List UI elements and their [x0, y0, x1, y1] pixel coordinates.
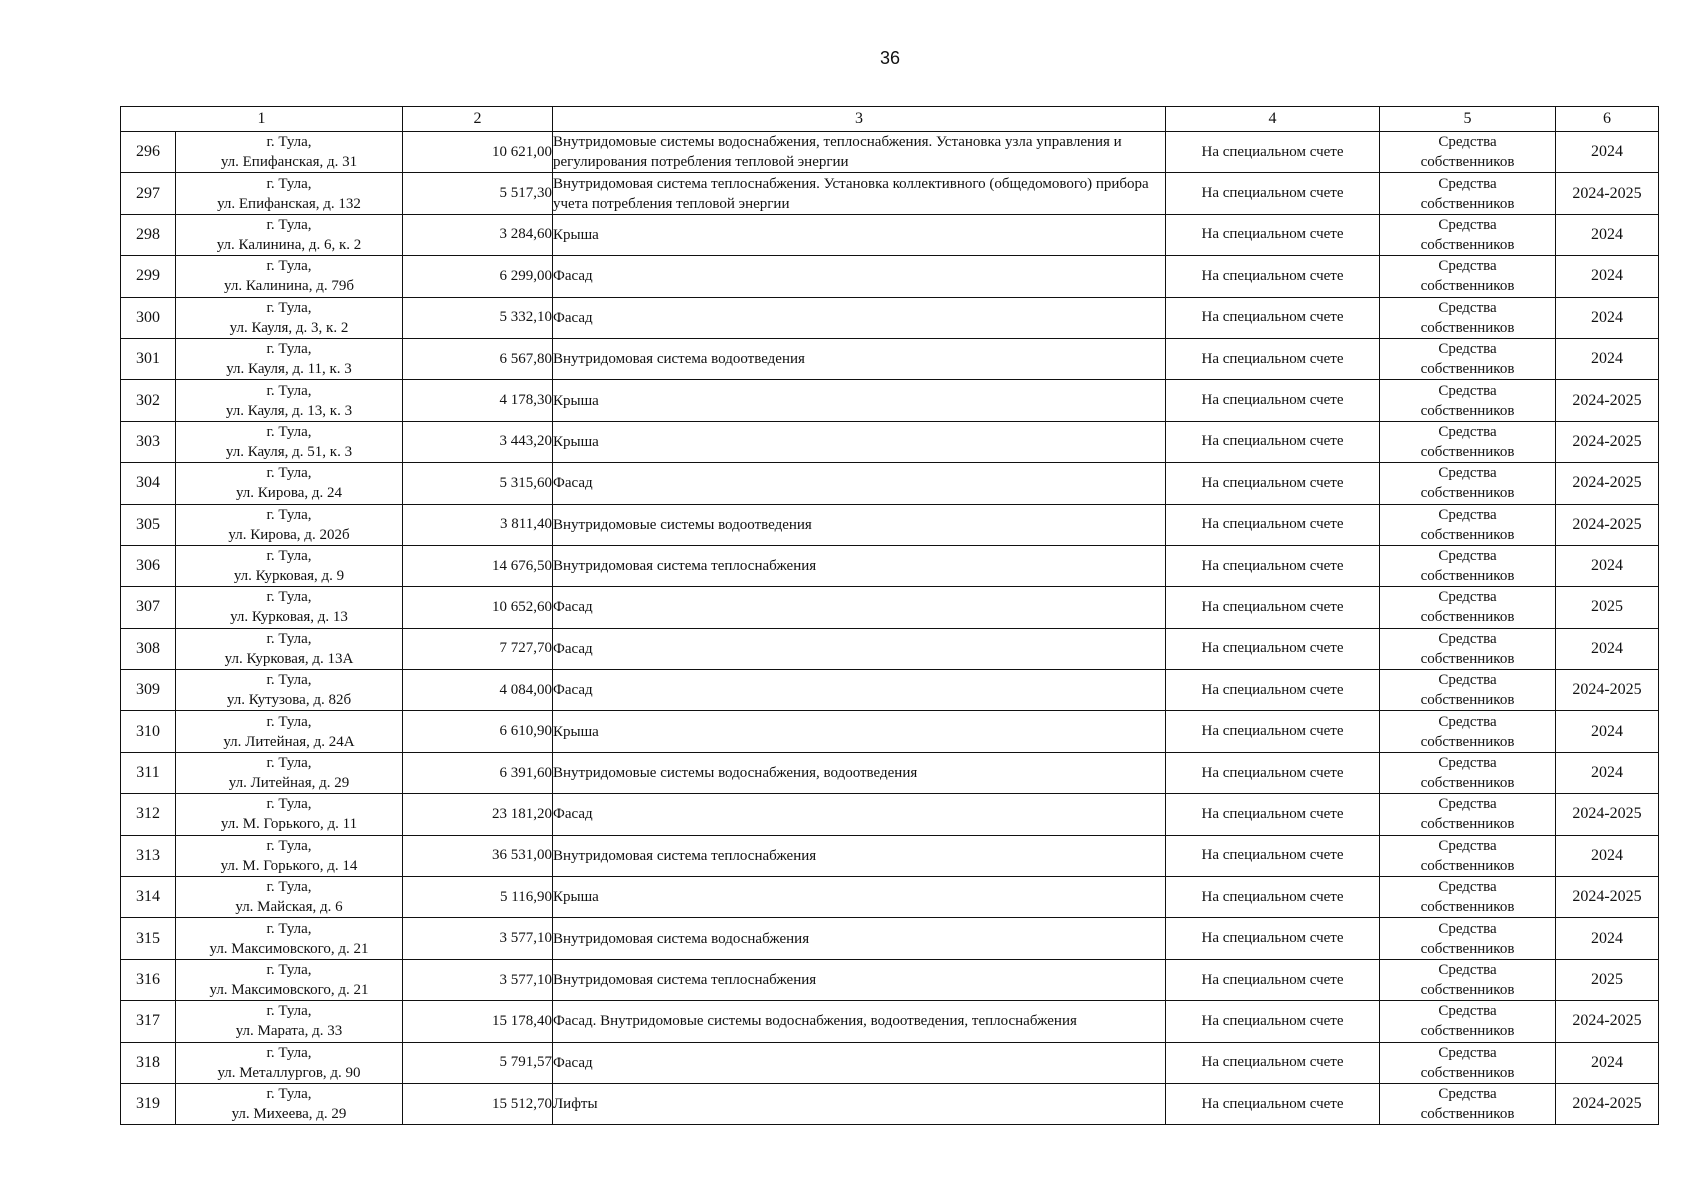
address-cell	[176, 504, 403, 545]
address-city: г. Тула,	[266, 1086, 312, 1103]
address-city: г. Тула,	[266, 465, 312, 482]
table-body	[121, 132, 1659, 1125]
work-type-cell: Фасад	[553, 297, 1166, 338]
address-city: г. Тула,	[266, 382, 312, 399]
address-city: г. Тула,	[266, 1044, 312, 1061]
address-street: ул. Кауля, д. 11, к. 3	[226, 361, 352, 378]
work-type-cell: Внутридомовая система теплоснабжения	[553, 835, 1166, 876]
fund-method-cell: На специальном счете	[1166, 628, 1380, 669]
address-city: г. Тула,	[266, 589, 312, 606]
work-type-cell: Лифты	[553, 1083, 1166, 1124]
funding-source-cell	[1380, 256, 1556, 297]
funding-source-line-1: Средства	[1438, 1086, 1497, 1103]
table-row	[121, 338, 1659, 379]
year-cell: 2024	[1556, 338, 1659, 379]
address-street: ул. Максимовского, д. 21	[209, 940, 369, 957]
address-city: г. Тула,	[266, 175, 312, 192]
work-type-cell: Крыша	[553, 214, 1166, 255]
fund-method-cell: На специальном счете	[1166, 877, 1380, 918]
funding-source-line-2: собственников	[1420, 1064, 1515, 1081]
table-row	[121, 463, 1659, 504]
address-cell	[176, 959, 403, 1000]
year-cell: 2024	[1556, 132, 1659, 173]
year-cell: 2024	[1556, 297, 1659, 338]
table-row	[121, 1083, 1659, 1124]
address-street: ул. Епифанская, д. 31	[220, 154, 358, 171]
cost-cell: 5 315,60	[403, 463, 553, 504]
row-number: 301	[121, 338, 176, 379]
funding-source-line-1: Средства	[1438, 630, 1497, 647]
table-row	[121, 711, 1659, 752]
address-street: ул. Калинина, д. 6, к. 2	[216, 236, 362, 253]
work-type-cell: Внутридомовая система теплоснабжения	[553, 545, 1166, 586]
row-number: 296	[121, 132, 176, 173]
address-street: ул. Кауля, д. 13, к. 3	[225, 402, 353, 419]
row-number: 315	[121, 918, 176, 959]
address-cell	[176, 463, 403, 504]
funding-source-cell	[1380, 173, 1556, 214]
funding-source-line-2: собственников	[1420, 982, 1515, 998]
address-city: г. Тула,	[266, 837, 312, 854]
address-city: г. Тула,	[266, 341, 312, 358]
cost-cell: 14 676,50	[403, 545, 553, 586]
work-type-cell: Внутридомовые системы водоснабжения, теплоснабжения. Установка узла управления и регулирования потребления тепловой энергии	[553, 132, 1166, 173]
address-city: г. Тула,	[266, 548, 312, 565]
address-street: ул. Металлургов, д. 90	[217, 1064, 361, 1081]
address-cell	[176, 256, 403, 297]
table-row	[121, 1001, 1659, 1042]
year-cell: 2025	[1556, 587, 1659, 628]
funding-source-cell	[1380, 297, 1556, 338]
cost-cell: 3 577,10	[403, 959, 553, 1000]
year-cell: 2024-2025	[1556, 463, 1659, 504]
row-number: 316	[121, 959, 176, 1000]
year-cell: 2024-2025	[1556, 504, 1659, 545]
fund-method-cell: На специальном счете	[1166, 959, 1380, 1000]
work-type-cell: Фасад	[553, 587, 1166, 628]
table-row	[121, 670, 1659, 711]
fund-method-cell: На специальном счете	[1166, 421, 1380, 462]
work-type-cell: Фасад	[553, 256, 1166, 297]
fund-method-cell: На специальном счете	[1166, 752, 1380, 793]
cost-cell: 6 391,60	[403, 752, 553, 793]
funding-source-cell	[1380, 380, 1556, 421]
funding-source-cell	[1380, 711, 1556, 752]
work-type-cell: Фасад	[553, 670, 1166, 711]
row-number: 304	[121, 463, 176, 504]
row-number: 299	[121, 256, 176, 297]
funding-source-line-1: Средства	[1438, 755, 1497, 772]
year-cell: 2024-2025	[1556, 421, 1659, 462]
address-cell	[176, 380, 403, 421]
funding-source-line-1: Средства	[1438, 258, 1497, 275]
row-number: 305	[121, 504, 176, 545]
table-row	[121, 918, 1659, 959]
fund-method-cell: На специальном счете	[1166, 835, 1380, 876]
year-cell: 2024	[1556, 711, 1659, 752]
table-row	[121, 959, 1659, 1000]
funding-source-line-1: Средства	[1438, 713, 1497, 730]
address-cell	[176, 421, 403, 462]
table-row	[121, 173, 1659, 214]
year-cell: 2024	[1556, 752, 1659, 793]
funding-source-line-1: Средства	[1438, 672, 1497, 689]
cost-cell: 4 084,00	[403, 670, 553, 711]
funding-source-line-2: собственников	[1420, 692, 1515, 709]
funding-source-line-2: собственников	[1420, 485, 1515, 502]
funding-source-line-2: собственников	[1420, 1023, 1515, 1040]
table-row	[121, 297, 1659, 338]
address-street: ул. Кауля, д. 51, к. 3	[225, 443, 353, 460]
cost-cell: 6 567,80	[403, 338, 553, 379]
address-cell	[176, 587, 403, 628]
funding-source-line-1: Средства	[1438, 962, 1497, 978]
row-number: 307	[121, 587, 176, 628]
funding-source-cell	[1380, 628, 1556, 669]
funding-source-cell	[1380, 132, 1556, 173]
fund-method-cell: На специальном счете	[1166, 670, 1380, 711]
funding-source-cell	[1380, 794, 1556, 835]
address-street: ул. Михеева, д. 29	[231, 1106, 347, 1123]
cost-cell: 3 577,10	[403, 918, 553, 959]
row-number: 298	[121, 214, 176, 255]
year-cell: 2024-2025	[1556, 1001, 1659, 1042]
cost-cell: 3 284,60	[403, 214, 553, 255]
table-row	[121, 214, 1659, 255]
work-type-cell: Крыша	[553, 380, 1166, 421]
row-number: 297	[121, 173, 176, 214]
funding-source-cell	[1380, 545, 1556, 586]
table-row	[121, 877, 1659, 918]
funding-source-cell	[1380, 1001, 1556, 1042]
row-number: 302	[121, 380, 176, 421]
work-type-cell: Фасад. Внутридомовые системы водоснабжения, водоотведения, теплоснабжения	[553, 1001, 1166, 1042]
address-street: ул. Кирова, д. 24	[235, 485, 343, 502]
column-header-1: 1	[121, 107, 403, 132]
address-city: г. Тула,	[266, 216, 312, 233]
work-type-cell: Фасад	[553, 628, 1166, 669]
work-type-cell: Крыша	[553, 877, 1166, 918]
address-street: ул. М. Горького, д. 14	[220, 857, 358, 874]
table-row	[121, 256, 1659, 297]
fund-method-cell: На специальном счете	[1166, 1042, 1380, 1083]
cost-cell: 10 621,00	[403, 132, 553, 173]
year-cell: 2024	[1556, 628, 1659, 669]
table-row	[121, 132, 1659, 173]
year-cell: 2024-2025	[1556, 380, 1659, 421]
address-city: г. Тула,	[266, 258, 312, 275]
work-type-cell: Внутридомовая система водоснабжения	[553, 918, 1166, 959]
year-cell: 2024	[1556, 835, 1659, 876]
year-cell: 2024-2025	[1556, 173, 1659, 214]
fund-method-cell: На специальном счете	[1166, 587, 1380, 628]
address-street: ул. Марата, д. 33	[235, 1023, 343, 1040]
year-cell: 2024	[1556, 214, 1659, 255]
cost-cell: 5 332,10	[403, 297, 553, 338]
fund-method-cell: На специальном счете	[1166, 545, 1380, 586]
funding-source-cell	[1380, 835, 1556, 876]
row-number: 312	[121, 794, 176, 835]
repair-schedule-table	[120, 106, 1659, 1125]
funding-source-cell	[1380, 752, 1556, 793]
address-cell	[176, 214, 403, 255]
cost-cell: 5 791,57	[403, 1042, 553, 1083]
address-city: г. Тула,	[266, 630, 312, 647]
address-city: г. Тула,	[266, 299, 312, 316]
funding-source-cell	[1380, 587, 1556, 628]
table-row	[121, 835, 1659, 876]
year-cell: 2024-2025	[1556, 794, 1659, 835]
funding-source-line-2: собственников	[1420, 319, 1515, 336]
funding-source-cell	[1380, 1042, 1556, 1083]
cost-cell: 5 517,30	[403, 173, 553, 214]
table-row	[121, 504, 1659, 545]
funding-source-line-2: собственников	[1420, 940, 1515, 957]
fund-method-cell: На специальном счете	[1166, 1083, 1380, 1124]
row-number: 308	[121, 628, 176, 669]
address-city: г. Тула,	[266, 1003, 312, 1020]
row-number: 309	[121, 670, 176, 711]
cost-cell: 15 178,40	[403, 1001, 553, 1042]
column-header-6: 6	[1556, 107, 1659, 132]
cost-cell: 3 443,20	[403, 421, 553, 462]
address-cell	[176, 1042, 403, 1083]
funding-source-cell	[1380, 670, 1556, 711]
funding-source-line-1: Средства	[1438, 879, 1497, 896]
table-row	[121, 794, 1659, 835]
address-street: ул. Епифанская, д. 132	[217, 195, 361, 212]
address-cell	[176, 1001, 403, 1042]
funding-source-cell	[1380, 504, 1556, 545]
cost-cell: 15 512,70	[403, 1083, 553, 1124]
funding-source-line-2: собственников	[1420, 1106, 1515, 1123]
address-cell	[176, 628, 403, 669]
funding-source-line-1: Средства	[1438, 589, 1497, 606]
table-row	[121, 380, 1659, 421]
address-street: ул. Калинина, д. 79б	[224, 278, 354, 295]
column-number-row	[121, 107, 1659, 132]
funding-source-cell	[1380, 959, 1556, 1000]
funding-source-cell	[1380, 918, 1556, 959]
address-city: г. Тула,	[266, 796, 312, 813]
address-street: ул. М. Горького, д. 11	[220, 816, 358, 833]
address-street: ул. Майская, д. 6	[235, 899, 343, 916]
funding-source-line-1: Средства	[1438, 506, 1497, 523]
work-type-cell: Фасад	[553, 463, 1166, 504]
funding-source-line-2: собственников	[1420, 733, 1515, 750]
table-row	[121, 587, 1659, 628]
address-cell	[176, 173, 403, 214]
work-type-cell: Внутридомовая система водоотведения	[553, 338, 1166, 379]
address-city: г. Тула,	[266, 962, 312, 978]
row-number: 311	[121, 752, 176, 793]
work-type-cell: Фасад	[553, 794, 1166, 835]
address-cell	[176, 132, 403, 173]
cost-cell: 5 116,90	[403, 877, 553, 918]
cost-cell: 36 531,00	[403, 835, 553, 876]
funding-source-line-2: собственников	[1420, 857, 1515, 874]
work-type-cell: Крыша	[553, 421, 1166, 462]
address-street: ул. Курковая, д. 13	[230, 609, 348, 626]
funding-source-line-2: собственников	[1420, 526, 1515, 543]
cost-cell: 4 178,30	[403, 380, 553, 421]
work-type-cell: Внутридомовые системы водоотведения	[553, 504, 1166, 545]
funding-source-line-2: собственников	[1420, 402, 1515, 419]
cost-cell: 3 811,40	[403, 504, 553, 545]
funding-source-cell	[1380, 421, 1556, 462]
row-number: 317	[121, 1001, 176, 1042]
cost-cell: 10 652,60	[403, 587, 553, 628]
fund-method-cell: На специальном счете	[1166, 1001, 1380, 1042]
funding-source-line-1: Средства	[1438, 216, 1497, 233]
fund-method-cell: На специальном счете	[1166, 463, 1380, 504]
funding-source-line-1: Средства	[1438, 382, 1497, 399]
column-header-3: 3	[553, 107, 1166, 132]
funding-source-line-2: собственников	[1420, 775, 1515, 792]
fund-method-cell: На специальном счете	[1166, 711, 1380, 752]
fund-method-cell: На специальном счете	[1166, 214, 1380, 255]
address-cell	[176, 338, 403, 379]
year-cell: 2024	[1556, 256, 1659, 297]
fund-method-cell: На специальном счете	[1166, 918, 1380, 959]
address-city: г. Тула,	[266, 713, 312, 730]
funding-source-line-1: Средства	[1438, 837, 1497, 854]
funding-source-line-1: Средства	[1438, 134, 1497, 151]
year-cell: 2024-2025	[1556, 670, 1659, 711]
work-type-cell: Фасад	[553, 1042, 1166, 1083]
funding-source-cell	[1380, 463, 1556, 504]
row-number: 310	[121, 711, 176, 752]
funding-source-line-1: Средства	[1438, 920, 1497, 937]
fund-method-cell: На специальном счете	[1166, 256, 1380, 297]
address-cell	[176, 670, 403, 711]
address-street: ул. Максимовского, д. 21	[209, 982, 369, 998]
column-header-4: 4	[1166, 107, 1380, 132]
year-cell: 2024	[1556, 1042, 1659, 1083]
work-type-cell: Внутридомовая система теплоснабжения	[553, 959, 1166, 1000]
fund-method-cell: На специальном счете	[1166, 173, 1380, 214]
address-street: ул. Кауля, д. 3, к. 2	[229, 319, 349, 336]
funding-source-line-2: собственников	[1420, 236, 1515, 253]
year-cell: 2024-2025	[1556, 877, 1659, 918]
work-type-cell: Крыша	[553, 711, 1166, 752]
funding-source-line-1: Средства	[1438, 465, 1497, 482]
funding-source-line-1: Средства	[1438, 796, 1497, 813]
funding-source-line-2: собственников	[1420, 195, 1515, 212]
address-street: ул. Кирова, д. 202б	[228, 526, 350, 543]
funding-source-line-2: собственников	[1420, 816, 1515, 833]
address-cell	[176, 794, 403, 835]
address-city: г. Тула,	[266, 672, 312, 689]
fund-method-cell: На специальном счете	[1166, 380, 1380, 421]
row-number: 314	[121, 877, 176, 918]
fund-method-cell: На специальном счете	[1166, 132, 1380, 173]
row-number: 303	[121, 421, 176, 462]
funding-source-line-2: собственников	[1420, 650, 1515, 667]
work-type-cell: Внутридомовая система теплоснабжения. Установка коллективного (общедомового) прибора учета потребления тепловой энергии	[553, 173, 1166, 214]
fund-method-cell: На специальном счете	[1166, 297, 1380, 338]
address-city: г. Тула,	[266, 879, 312, 896]
funding-source-line-2: собственников	[1420, 278, 1515, 295]
address-city: г. Тула,	[266, 134, 312, 151]
row-number: 313	[121, 835, 176, 876]
column-header-5: 5	[1380, 107, 1556, 132]
address-cell	[176, 711, 403, 752]
year-cell: 2024-2025	[1556, 1083, 1659, 1124]
funding-source-cell	[1380, 877, 1556, 918]
address-street: ул. Литейная, д. 24А	[223, 733, 355, 750]
cost-cell: 7 727,70	[403, 628, 553, 669]
year-cell: 2024	[1556, 918, 1659, 959]
table-row	[121, 628, 1659, 669]
address-city: г. Тула,	[266, 920, 312, 937]
row-number: 318	[121, 1042, 176, 1083]
fund-method-cell: На специальном счете	[1166, 794, 1380, 835]
address-cell	[176, 1083, 403, 1124]
funding-source-cell	[1380, 214, 1556, 255]
funding-source-line-2: собственников	[1420, 568, 1515, 585]
table-row	[121, 545, 1659, 586]
funding-source-line-1: Средства	[1438, 299, 1497, 316]
funding-source-line-2: собственников	[1420, 154, 1515, 171]
funding-source-line-1: Средства	[1438, 548, 1497, 565]
address-street: ул. Курковая, д. 9	[233, 568, 345, 585]
address-cell	[176, 877, 403, 918]
funding-source-line-1: Средства	[1438, 341, 1497, 358]
cost-cell: 6 610,90	[403, 711, 553, 752]
funding-source-line-1: Средства	[1438, 1003, 1497, 1020]
funding-source-line-2: собственников	[1420, 899, 1515, 916]
address-cell	[176, 297, 403, 338]
table-row	[121, 752, 1659, 793]
fund-method-cell: На специальном счете	[1166, 338, 1380, 379]
address-street: ул. Литейная, д. 29	[228, 775, 350, 792]
funding-source-line-1: Средства	[1438, 423, 1497, 440]
row-number: 306	[121, 545, 176, 586]
address-city: г. Тула,	[266, 423, 312, 440]
year-cell: 2024	[1556, 545, 1659, 586]
address-cell	[176, 835, 403, 876]
column-header-2: 2	[403, 107, 553, 132]
address-cell	[176, 545, 403, 586]
funding-source-line-2: собственников	[1420, 361, 1515, 378]
address-street: ул. Курковая, д. 13А	[224, 650, 354, 667]
address-cell	[176, 918, 403, 959]
address-street: ул. Кутузова, д. 82б	[226, 692, 352, 709]
address-cell	[176, 752, 403, 793]
fund-method-cell: На специальном счете	[1166, 504, 1380, 545]
page-number: 36	[879, 48, 901, 68]
funding-source-line-2: собственников	[1420, 609, 1515, 626]
funding-source-line-1: Средства	[1438, 175, 1497, 192]
year-cell: 2025	[1556, 959, 1659, 1000]
cost-cell: 23 181,20	[403, 794, 553, 835]
funding-source-line-2: собственников	[1420, 443, 1515, 460]
address-city: г. Тула,	[266, 755, 312, 772]
funding-source-cell	[1380, 338, 1556, 379]
cost-cell: 6 299,00	[403, 256, 553, 297]
address-city: г. Тула,	[266, 506, 312, 523]
table-row	[121, 1042, 1659, 1083]
row-number: 319	[121, 1083, 176, 1124]
funding-source-cell	[1380, 1083, 1556, 1124]
funding-source-line-1: Средства	[1438, 1044, 1497, 1061]
work-type-cell: Внутридомовые системы водоснабжения, водоотведения	[553, 752, 1166, 793]
row-number: 300	[121, 297, 176, 338]
table-row	[121, 421, 1659, 462]
